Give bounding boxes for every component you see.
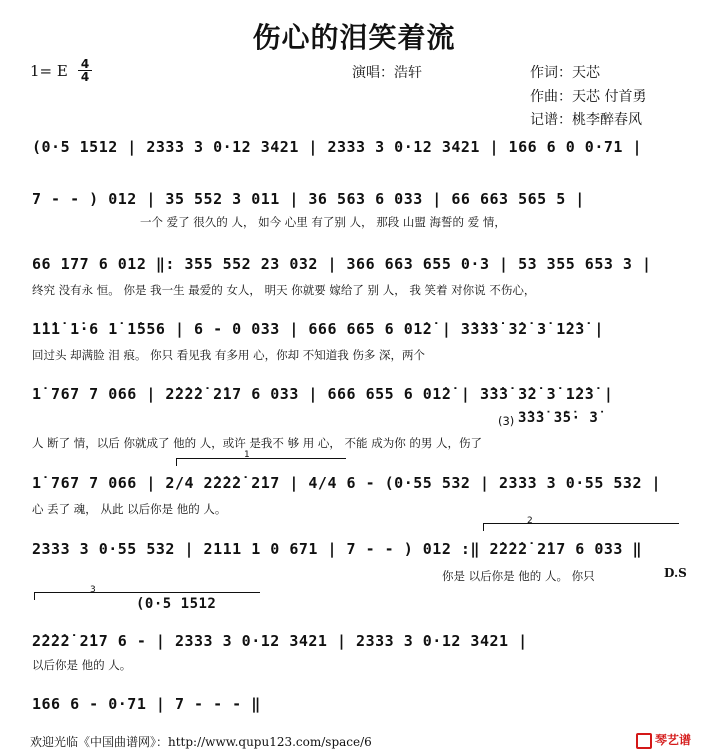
volta-1-bracket [176, 458, 346, 459]
score-line-8: 2̇2̇2̇2̇ 2̇17 6 - | 2333 3 0·12 3421 | 2333 3 0·12 3421 | [32, 632, 528, 650]
key-signature: 1= E [30, 62, 68, 80]
page-title: 伤心的泪笑着流 [252, 21, 456, 54]
lyrics-line-2: 一个 爱了 很久的 人， 如今 心里 有了别 人， 那段 山盟 海誓的 爱 情， [140, 215, 506, 229]
logo-icon [636, 733, 652, 749]
score-line-5: 1̇ 767 7 066 | 2̇2̇2̇2̇ 2̇17 6 033 | 666 655 6 01̇2̇ | 3̇3̇3̇ 3̇2̇ 3̇ 1̇2̇3̇ | [32, 385, 614, 403]
volta-2-bracket [483, 523, 679, 524]
volta-1-number: 1 [244, 450, 250, 460]
lyrics-line-6: 心 丢了 魂， 从此 以后你是 他的 人。 [32, 502, 227, 516]
alt-verse-notes: 3̇3̇3̇ 3̇5̇· 3̇ [518, 410, 599, 426]
score-line-4: 1̇1̇1̇ 1̇·6 1̇ 1̇556 | 6 - 0 033 | 666 665 6 01̇2̇ | 3̇3̇3̇3̇ 3̇2̇ 3̇ 1̇2̇3̇ | [32, 320, 604, 338]
volta-2-number: 2 [527, 516, 533, 526]
volta-3-number: 3 [90, 585, 96, 595]
time-signature-bottom: 4 [80, 70, 90, 84]
lyricist-credit: 作词：天芯 [530, 65, 600, 81]
volta-3-hook [34, 592, 35, 600]
time-signature-top: 4 [80, 57, 90, 71]
singer-credit: 演唱：浩轩 [352, 65, 422, 81]
lyrics-line-5: 人 断了 情，以后 你就成了 他的 人，或许 是我不 够 用 心， 不能 成为你 的男 人，伤了 [32, 436, 483, 450]
lyrics-line-8: 以后你是 他的 人。 [32, 658, 132, 672]
composer-credit: 作曲：天芯 付首勇 [530, 89, 647, 105]
score-line-6: 1̇ 767 7 066 | 2/4 2̇2̇2̇2̇ 2̇17 | 4/4 6 - (0·55 532 | 2333 3 0·55 532 | [32, 474, 662, 492]
site-logo [636, 731, 691, 749]
logo-text: 琴艺谱 [655, 733, 692, 747]
score-line-9: 166 6 - 0·71 | 7 - - - ‖ [32, 695, 261, 713]
score-line-2: 7 - - ) 012 | 35 552 3 011 | 36 563 6 033 | 66 663 565 5 | [32, 190, 585, 208]
dal-segno-mark: D.S [664, 566, 687, 580]
parenthetical-notes: (0·5 1512 [136, 596, 217, 612]
lyrics-line-3: 终究 没有永 恒。 你是 我一生 最爱的 女人， 明天 你就要 嫁给了 别 人， 我 笑着 对你说 不伤心， [32, 283, 536, 297]
alt-verse-label: (3) [498, 414, 515, 428]
lyrics-line-4: 回过头 却满脸 泪 痕。 你只 看见我 有多用 心，你却 不知道我 伤多 深，两个 [32, 348, 426, 362]
footer-credit: 欢迎光临《中国曲谱网》：http://www.qupu123.com/space/6 [30, 735, 372, 749]
time-signature [78, 58, 92, 83]
score-line-7: 2333 3 0·55 532 | 2111 1 0 671 | 7 - - ) 012 :‖ 2̇2̇2̇2̇ 2̇17 6 033 ‖ [32, 540, 642, 558]
volta-2-hook [483, 523, 484, 531]
score-line-1: (0·5 1512 | 2333 3 0·12 3421 | 2333 3 0·12 3421 | 166 6 0 0·71 | [32, 138, 642, 156]
lyrics-line-7: 你是 以后你是 他的 人。 你只 [442, 569, 595, 583]
volta-3-bracket [34, 592, 260, 593]
transcriber-credit: 记谱：桃李醉春风 [530, 112, 642, 128]
volta-1-hook [176, 458, 177, 466]
score-line-3: 66 177 6 012 ‖: 355 552 23 032 | 366 663 655 0·3 | 53 355 653 3 | [32, 255, 652, 273]
